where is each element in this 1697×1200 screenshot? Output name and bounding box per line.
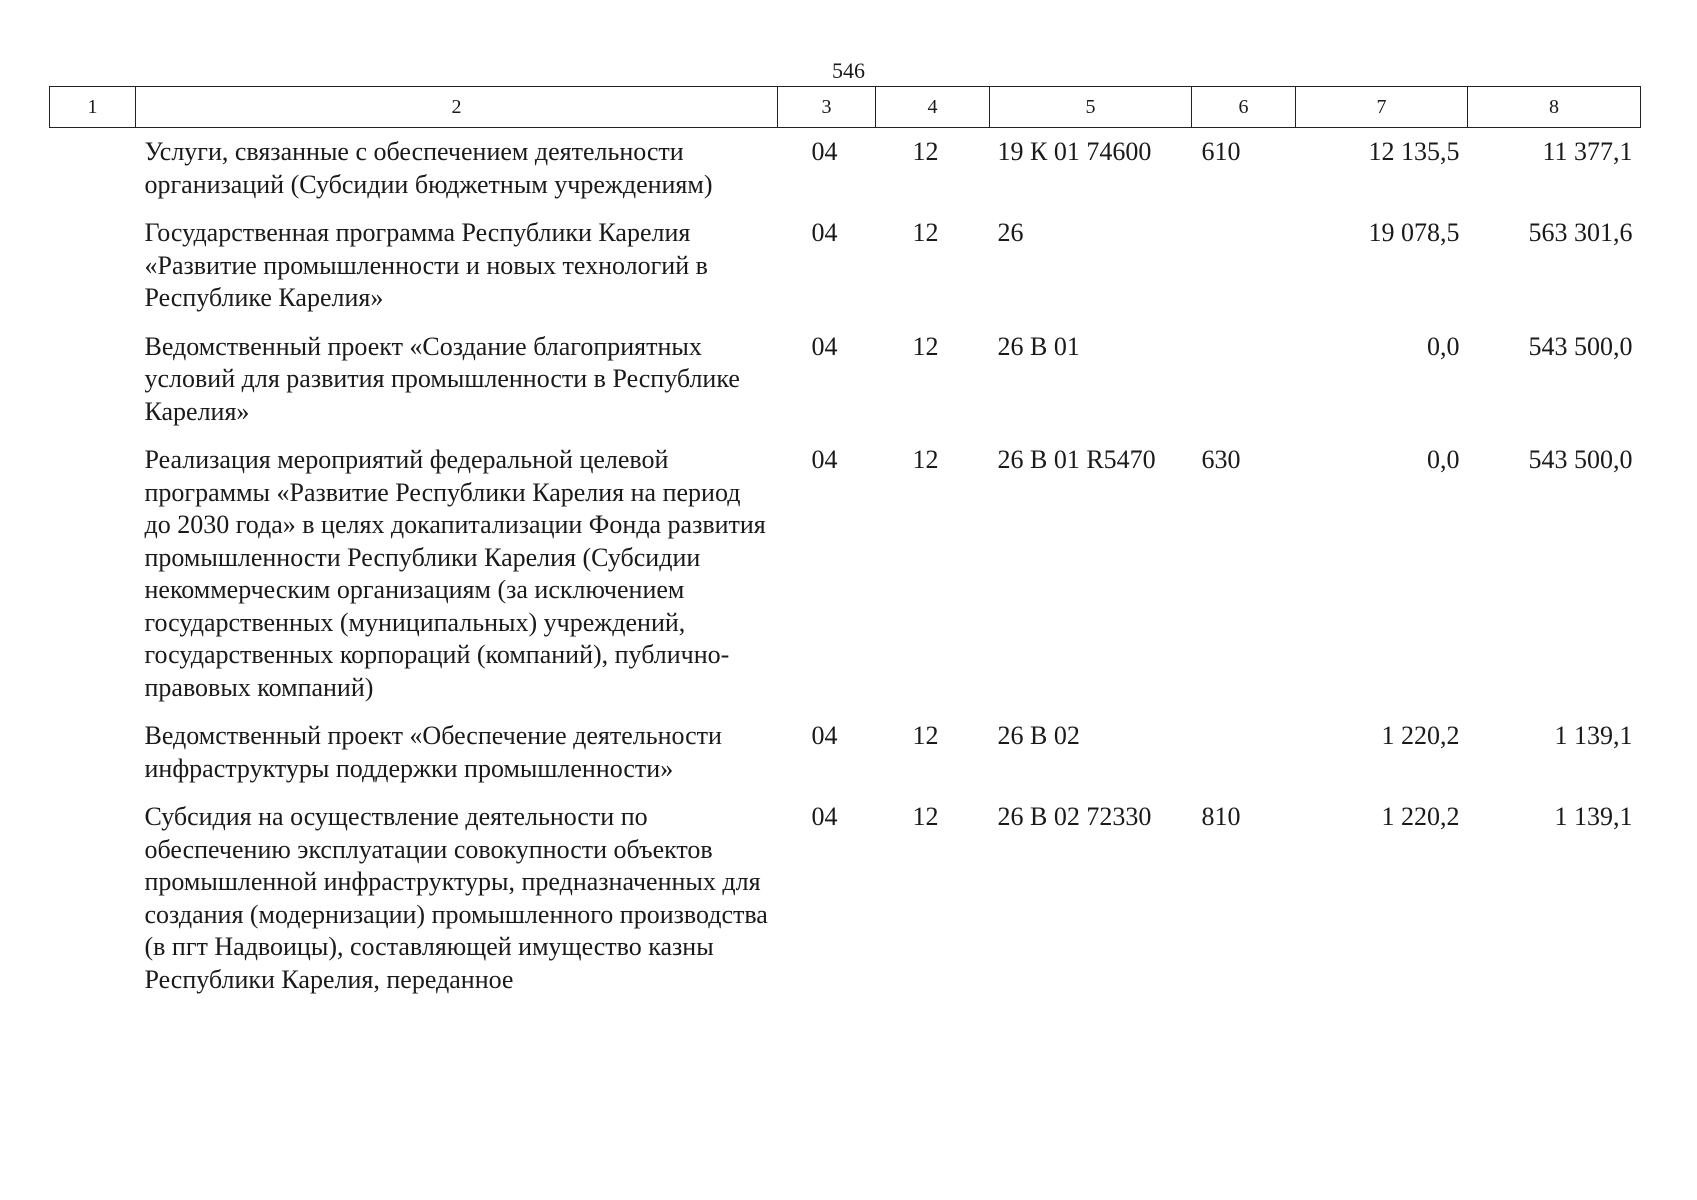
header-col-5: 5 (990, 87, 1192, 128)
row-sum-2: 543 500,0 (1528, 331, 1633, 361)
table-row (50, 444, 1641, 720)
row-number-cell (50, 217, 136, 331)
row-section: 04 (811, 445, 838, 474)
row-target-code: 26 В 02 (997, 721, 1080, 750)
header-col-8: 8 (1468, 87, 1641, 128)
header-col-1: 1 (50, 87, 136, 128)
row-subsection: 12 (912, 445, 939, 474)
row-name: Ведомственный проект «Создание благоприятных условий для развития промышленности в Республике Карелия» (144, 331, 740, 426)
header-row (50, 87, 1641, 128)
row-expense-type (1192, 331, 1296, 445)
table-row (50, 217, 1641, 331)
row-sum-2: 1 139,1 (1554, 721, 1633, 750)
row-number-cell (50, 801, 136, 1012)
row-name: Услуги, связанные с обеспечением деятельности организаций (Субсидии бюджетным учреждениям) (144, 137, 713, 199)
table-body (50, 128, 1641, 1013)
row-section: 04 (811, 218, 838, 247)
row-sum-1: 0,0 (1427, 331, 1460, 361)
row-section: 04 (811, 137, 838, 166)
row-expense-type: 630 (1201, 445, 1241, 474)
row-target-code: 26 (997, 218, 1024, 247)
row-subsection: 12 (912, 802, 939, 831)
row-sum-2: 563 301,6 (1528, 218, 1633, 247)
row-sum-1: 1 220,2 (1381, 802, 1460, 831)
row-sum-1: 1 220,2 (1381, 721, 1460, 750)
row-expense-type: 610 (1201, 137, 1241, 166)
row-expense-type: 810 (1201, 802, 1241, 831)
row-name: Субсидия на осуществление деятельности по обеспечению эксплуатации совокупности объектов промышленной инфраструктуры, предназначенных для создания (модернизации) промышленного производства (в пгт Надвоицы), составляющей имущество казны Республики Карелия, переданное (144, 802, 768, 994)
row-expense-type (1192, 217, 1296, 331)
row-sum-1: 12 135,5 (1368, 137, 1460, 166)
row-number-cell (50, 444, 136, 720)
header-col-2: 2 (136, 87, 778, 128)
row-number-cell (50, 128, 136, 218)
row-subsection: 12 (912, 331, 939, 361)
row-number-cell (50, 331, 136, 445)
row-subsection: 12 (912, 721, 939, 750)
table-row (50, 720, 1641, 801)
table-row (50, 331, 1641, 445)
row-target-code: 26 В 01 (997, 331, 1080, 361)
row-section: 04 (811, 331, 838, 361)
row-name: Ведомственный проект «Обеспечение деятельности инфраструктуры поддержки промышленности» (144, 721, 722, 783)
row-name: Реализация мероприятий федеральной целевой программы «Развитие Республики Карелия на период до 2030 года» в целях докапитализации Фонда развития промышленности Республики Карелия (Субсидии некоммерческим организациям (за исключением государственных (муниципальных) учреждений, государственных корпораций (компаний), публично-правовых компаний) (144, 445, 766, 702)
row-sum-2: 543 500,0 (1528, 445, 1633, 474)
row-target-code: 26 В 02 72330 (997, 802, 1152, 831)
row-name: Государственная программа Республики Карелия «Развитие промышленности и новых технологий в Республике Карелия» (144, 218, 708, 312)
budget-table (49, 86, 1641, 1012)
row-section: 04 (811, 721, 838, 750)
header-col-6: 6 (1192, 87, 1296, 128)
row-sum-2: 1 139,1 (1554, 802, 1633, 831)
table-row (50, 128, 1641, 218)
row-target-code: 19 К 01 74600 (997, 137, 1152, 166)
header-col-4: 4 (876, 87, 990, 128)
row-expense-type (1192, 720, 1296, 801)
row-sum-1: 19 078,5 (1368, 218, 1460, 247)
row-sum-1: 0,0 (1427, 445, 1460, 474)
row-number-cell (50, 720, 136, 801)
row-sum-2: 11 377,1 (1542, 137, 1633, 166)
table-header (50, 87, 1641, 128)
header-col-3: 3 (778, 87, 876, 128)
page-number: 546 (832, 58, 865, 83)
row-section: 04 (811, 802, 838, 831)
table-row (50, 801, 1641, 1012)
header-col-7: 7 (1296, 87, 1468, 128)
row-target-code: 26 В 01 R5470 (997, 445, 1156, 474)
row-subsection: 12 (912, 218, 939, 247)
row-subsection: 12 (912, 137, 939, 166)
